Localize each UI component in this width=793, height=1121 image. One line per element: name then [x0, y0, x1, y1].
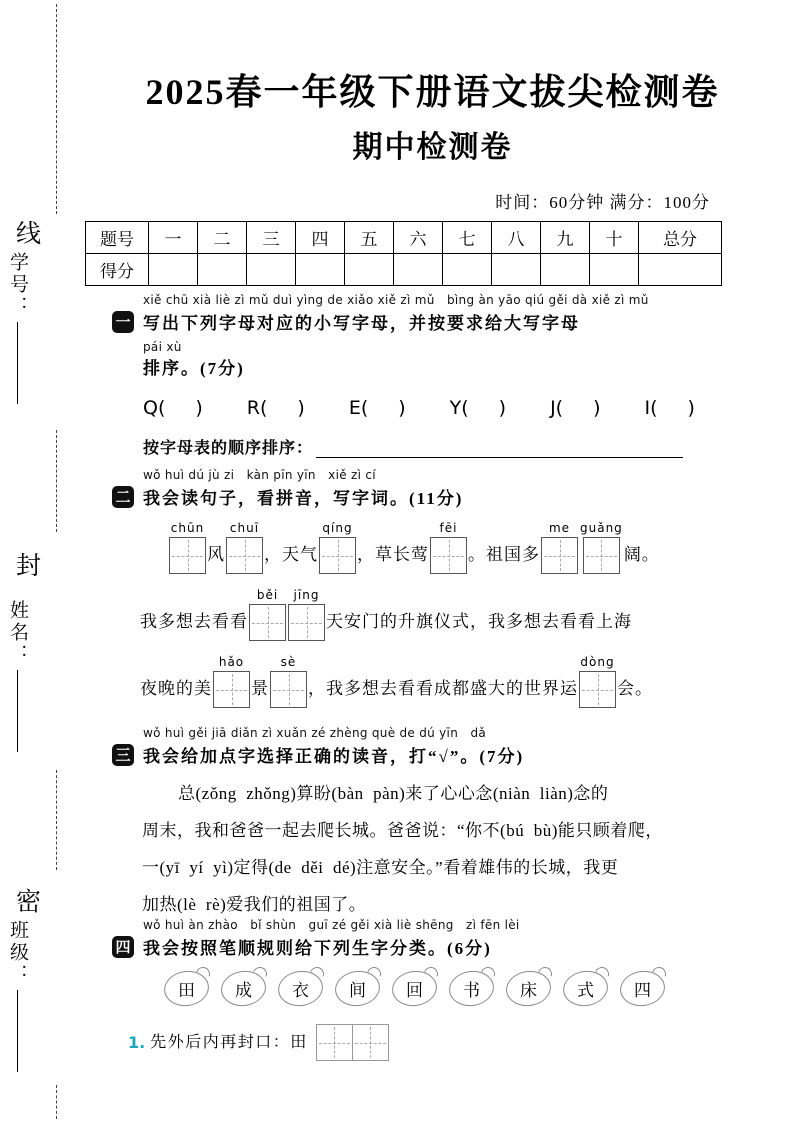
q4-item-label: 先外后内再封口：田	[150, 1034, 308, 1051]
q1-letters-row	[143, 397, 695, 419]
score-table-blank-cell[interactable]	[247, 254, 296, 286]
q4-character: 回	[406, 981, 423, 1000]
answer-writing-box[interactable]	[430, 537, 467, 574]
answer-writing-box[interactable]	[352, 1024, 389, 1061]
answer-writing-box[interactable]	[579, 671, 616, 708]
score-table-column-header: 五	[345, 222, 394, 254]
q4-heading-row	[112, 934, 752, 959]
q4-character: 床	[520, 981, 537, 1000]
q2-text-segment: 风	[207, 545, 225, 564]
pinyin-label: chūn	[170, 521, 205, 535]
answer-writing-box[interactable]	[541, 537, 578, 574]
pinyin-label: jīng	[293, 588, 320, 602]
q1-order-answer-blank[interactable]	[316, 439, 683, 458]
seal-dashed-line-bottom	[56, 1085, 57, 1119]
score-table-column-header: 十	[590, 222, 639, 254]
q2-answer-box-group	[580, 521, 623, 574]
q3-heading-row	[112, 742, 722, 767]
snail-decoration	[164, 971, 209, 1006]
q2-text-segment: 夜晚的美	[140, 679, 212, 698]
q1-letter-item: J( )	[550, 397, 601, 419]
score-table-column-header: 九	[541, 222, 590, 254]
pinyin-label: běi	[256, 588, 279, 602]
answer-writing-box[interactable]	[316, 1024, 353, 1061]
q3-paragraph-line: 总(zǒng zhǒng)算盼(bàn pàn)来了心心念(niàn liàn)念的	[178, 784, 609, 803]
q2-answer-box-group	[249, 588, 286, 641]
q2-text-segment: ，草长莺	[357, 545, 429, 564]
time-score-info: 时间：60分钟 满分：100分	[495, 193, 710, 212]
score-table-blank-cell[interactable]	[443, 254, 492, 286]
q4-item-1	[128, 1024, 752, 1061]
q1-number-badge: 一	[112, 311, 134, 333]
q2-heading-row	[112, 484, 752, 509]
q2-answer-box-group	[270, 655, 307, 708]
q2-text-segment: ，天气	[264, 545, 318, 564]
score-table-blank-cell[interactable]	[296, 254, 345, 286]
q4-character: 成	[235, 981, 252, 1000]
q4-character: 书	[463, 981, 480, 1000]
q2-text-segment: 阔。	[623, 545, 660, 564]
score-table-header-label: 题号	[86, 222, 149, 254]
seal-char-mi: 密	[16, 889, 42, 916]
page-title: 2025春一年级下册语文拔尖检测卷	[145, 72, 720, 112]
q3-paragraph-line: 加热(lè rè)爱我们的祖国了。	[142, 895, 367, 914]
name-fill-line[interactable]	[17, 670, 18, 752]
q1-pinyin-line1: xiě chū xià liè zì mǔ duì yìng de xiǎo xiě zì mǔ bìng àn yāo qiú gěi dà xiě zì mǔ	[143, 293, 649, 307]
snail-decoration	[278, 971, 323, 1006]
pinyin-label: fēi	[439, 521, 458, 535]
q1-pinyin-line2: pái xù	[143, 340, 182, 354]
q2-line	[140, 588, 752, 641]
q2-line	[168, 521, 752, 574]
q4-item-number: 1.	[128, 1033, 146, 1052]
q4-pinyin: wǒ huì àn zhào bǐ shùn guī zé gěi xià liè shēng zì fēn lèi	[143, 918, 520, 932]
score-table-column-header: 四	[296, 222, 345, 254]
q1-order-row	[143, 435, 683, 458]
seal-dashed-line-mid1	[56, 430, 57, 532]
snail-decoration	[449, 971, 494, 1006]
q1-heading-text-cont: 排序。(7分)	[143, 359, 245, 378]
score-table-blank-cell[interactable]	[198, 254, 247, 286]
student-id-field	[4, 252, 31, 404]
name-field	[4, 600, 31, 752]
q3-paragraph	[142, 775, 707, 923]
q2-answer-box-group	[541, 521, 578, 574]
question-2	[112, 468, 752, 708]
seal-dashed-line-top	[56, 4, 57, 214]
snail-decoration	[392, 971, 437, 1006]
score-table-column-header: 总分	[639, 222, 722, 254]
q3-heading-text: 我会给加点字选择正确的读音，打“√”。(7分)	[143, 747, 525, 766]
q3-paragraph-line: 周末，我和爸爸一起去爬长城。爸爸说：“你不(bú bù)能只顾着爬，	[142, 821, 663, 840]
q1-letter-item: I( )	[644, 397, 695, 419]
score-table-column-header: 六	[394, 222, 443, 254]
q4-character: 田	[178, 981, 195, 1000]
question-4	[112, 918, 752, 1061]
score-table-row-scores	[86, 254, 722, 286]
snail-decoration	[563, 971, 608, 1006]
pinyin-label: chuī	[229, 521, 260, 535]
seal-dashed-line-mid2	[56, 770, 57, 870]
pinyin-label: sè	[280, 655, 297, 669]
q2-text-segment: 。祖国多	[468, 545, 540, 564]
seal-char-line: 线	[16, 221, 42, 248]
q1-heading-text: 写出下列字母对应的小写字母，并按要求给大写字母	[143, 314, 580, 333]
q2-answer-box-group	[169, 521, 206, 574]
name-label: 姓名：	[7, 600, 28, 666]
score-table-blank-cell[interactable]	[492, 254, 541, 286]
pinyin-label: qíng	[322, 521, 353, 535]
q4-heading-text: 我会按照笔顺规则给下列生字分类。(6分)	[143, 939, 492, 958]
class-field	[4, 920, 31, 1072]
score-table-row-titles	[86, 222, 722, 254]
score-table-column-header: 一	[149, 222, 198, 254]
score-table-blank-cell[interactable]	[345, 254, 394, 286]
class-label: 班级：	[7, 920, 28, 986]
score-table-score-label: 得分	[86, 254, 149, 286]
answer-writing-box[interactable]	[249, 604, 286, 641]
score-table-blank-cell[interactable]	[149, 254, 198, 286]
answer-writing-box[interactable]	[583, 537, 620, 574]
q4-number-badge: 四	[112, 936, 134, 958]
pinyin-label: guǎng	[580, 521, 623, 535]
q2-answer-box-group	[213, 655, 250, 708]
q2-answer-box-group	[579, 655, 616, 708]
snail-decoration	[506, 971, 551, 1006]
student-id-fill-line[interactable]	[17, 322, 18, 404]
q2-line	[140, 655, 752, 708]
q4-characters-row	[164, 971, 752, 1006]
q2-text-segment: 会。	[617, 679, 653, 698]
q2-text-segment: ，我多想去看看成都盛大的世界运	[308, 679, 578, 698]
q1-letter-item: Q( )	[143, 397, 203, 419]
student-id-label: 学号：	[7, 252, 28, 318]
q2-number-badge: 二	[112, 486, 134, 508]
q2-text-segment: 景	[251, 679, 269, 698]
q4-item1-boxes	[316, 1024, 389, 1061]
score-table-blank-cell[interactable]	[394, 254, 443, 286]
q4-character: 四	[634, 981, 651, 1000]
seal-char-feng: 封	[16, 553, 42, 580]
score-table-blank-cell[interactable]	[639, 254, 722, 286]
score-table	[85, 221, 722, 286]
score-table-column-header: 八	[492, 222, 541, 254]
q2-answer-box-group	[288, 588, 325, 641]
pinyin-label: dòng	[580, 655, 615, 669]
q1-letter-item: Y( )	[449, 397, 507, 419]
answer-writing-box[interactable]	[319, 537, 356, 574]
q2-answer-box-group	[430, 521, 467, 574]
snail-decoration	[335, 971, 380, 1006]
q2-answer-box-group	[226, 521, 263, 574]
score-table-blank-cell[interactable]	[590, 254, 639, 286]
q3-paragraph-line: 一(yī yí yì)定得(de děi dé)注意安全。”看着雄伟的长城，我更	[142, 858, 619, 877]
q2-answer-box-group	[319, 521, 356, 574]
q1-letter-item: E( )	[348, 397, 406, 419]
question-3	[112, 726, 722, 923]
answer-writing-box[interactable]	[226, 537, 263, 574]
score-table-column-header: 七	[443, 222, 492, 254]
q1-letter-item: R( )	[246, 397, 305, 419]
q4-character: 式	[577, 981, 594, 1000]
q2-pinyin: wǒ huì dú jù zi kàn pīn yīn xiě zì cí	[143, 468, 376, 482]
q3-pinyin: wǒ huì gěi jiā diǎn zì xuǎn zé zhèng què de dú yīn dǎ	[143, 726, 487, 740]
q2-text-segment: 我多想去看看	[140, 612, 248, 631]
class-fill-line[interactable]	[17, 990, 18, 1072]
score-table-column-header: 二	[198, 222, 247, 254]
answer-writing-box[interactable]	[270, 671, 307, 708]
q1-heading-row	[112, 309, 707, 334]
q3-number-badge: 三	[112, 744, 134, 766]
pinyin-label: me	[548, 521, 571, 535]
q4-character: 衣	[292, 981, 309, 1000]
pinyin-label: hǎo	[218, 655, 245, 669]
answer-writing-box[interactable]	[169, 537, 206, 574]
answer-writing-box[interactable]	[288, 604, 325, 641]
page-subtitle: 期中检测卷	[352, 131, 513, 164]
q4-character: 间	[349, 981, 366, 1000]
q1-order-label: 按字母表的顺序排序：	[143, 440, 314, 457]
snail-decoration	[221, 971, 266, 1006]
question-1	[112, 293, 707, 458]
score-table-column-header: 三	[247, 222, 296, 254]
snail-decoration	[620, 971, 665, 1006]
q2-heading-text: 我会读句子，看拼音，写字词。(11分)	[143, 489, 464, 508]
answer-writing-box[interactable]	[213, 671, 250, 708]
q2-text-segment: 天安门的升旗仪式，我多想去看看上海	[326, 612, 632, 631]
score-table-blank-cell[interactable]	[541, 254, 590, 286]
